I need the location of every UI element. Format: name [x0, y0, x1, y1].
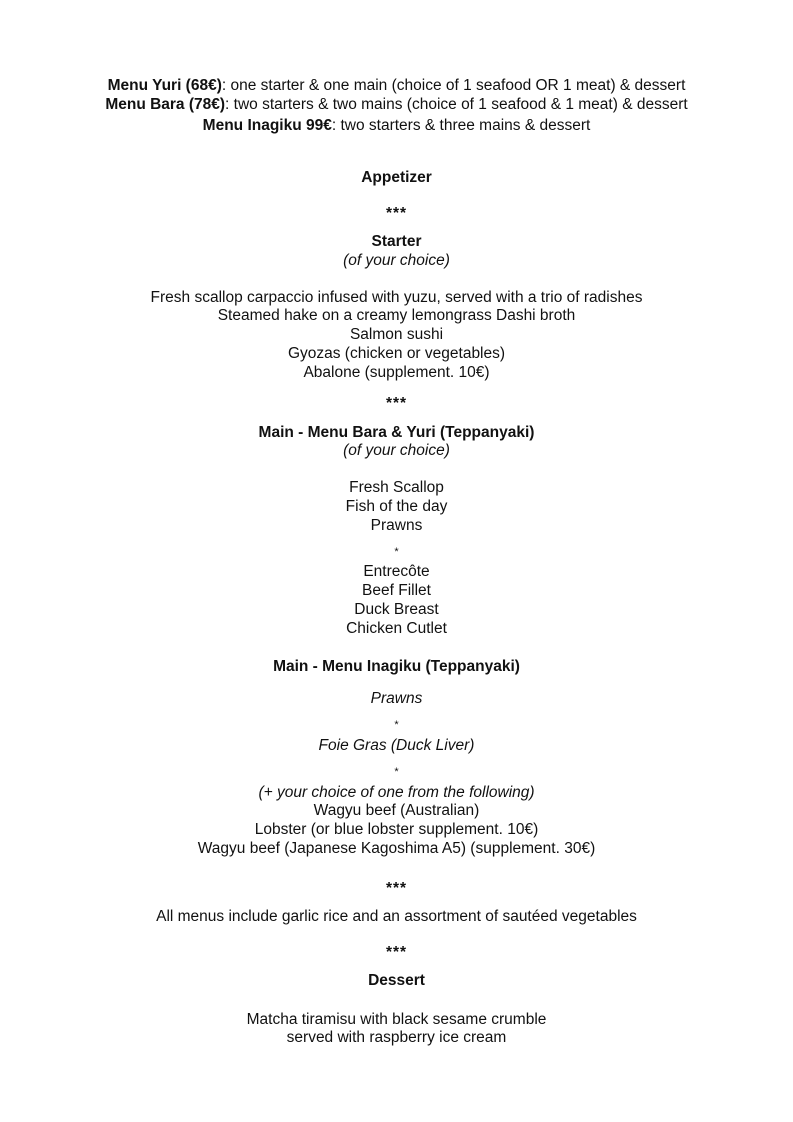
main-bara-yuri-heading: Main - Menu Bara & Yuri (Teppanyaki) — [258, 424, 535, 441]
separator-4: *** — [385, 944, 408, 961]
seafood-item: Fish of the day — [345, 498, 448, 515]
main-inagiku-heading: Main - Menu Inagiku (Teppanyaki) — [273, 658, 520, 675]
inagiku-choice: Wagyu beef (Japanese Kagoshima A5) (supplement. 30€) — [197, 840, 596, 857]
separator-2: *** — [385, 395, 408, 412]
menu-inagiku-line — [0, 117, 793, 136]
starter-item: Fresh scallop carpaccio infused with yuzu, served with a trio of radishes — [150, 289, 643, 306]
meat-item: Entrecôte — [363, 563, 430, 580]
small-separator-3: * — [394, 766, 399, 778]
menu-bara-desc: : two starters & two mains (choice of 1 seafood & 1 meat) & dessert — [225, 96, 688, 113]
starter-item: Salmon sushi — [349, 326, 444, 343]
inagiku-choice-note: (+ your choice of one from the following) — [258, 784, 535, 801]
menu-yuri-desc: : one starter & one main (choice of 1 seafood OR 1 meat) & dessert — [221, 77, 686, 94]
menu-inagiku-name: Menu Inagiku 99€ — [202, 117, 332, 134]
meat-item: Beef Fillet — [362, 582, 431, 599]
inagiku-first: Prawns — [370, 690, 423, 707]
appetizer-heading: Appetizer — [361, 169, 432, 186]
includes-note: All menus include garlic rice and an assortment of sautéed vegetables — [156, 908, 637, 925]
small-separator-2: * — [394, 719, 399, 731]
dessert-heading: Dessert — [368, 972, 425, 989]
menu-bara-name: Menu Bara (78€) — [105, 96, 226, 113]
inagiku-second: Foie Gras (Duck Liver) — [318, 737, 475, 754]
starter-item: Abalone (supplement. 10€) — [303, 364, 490, 381]
separator-3: *** — [385, 880, 408, 897]
dessert-line: served with raspberry ice cream — [286, 1029, 507, 1046]
dessert-line: Matcha tiramisu with black sesame crumble — [246, 1011, 547, 1028]
seafood-item: Prawns — [370, 517, 423, 534]
meat-item: Chicken Cutlet — [346, 620, 447, 637]
menu-yuri-line — [0, 77, 793, 96]
menu-bara-line — [0, 96, 793, 115]
starter-item: Gyozas (chicken or vegetables) — [287, 345, 506, 362]
menu-inagiku-desc: : two starters & three mains & dessert — [331, 117, 591, 134]
inagiku-choice: Wagyu beef (Australian) — [313, 802, 480, 819]
separator-1: *** — [385, 205, 408, 222]
menu-yuri-name: Menu Yuri (68€) — [107, 77, 222, 94]
starter-heading: Starter — [371, 233, 422, 250]
seafood-item: Fresh Scallop — [349, 479, 444, 496]
small-separator-1: * — [394, 546, 399, 558]
inagiku-choice: Lobster (or blue lobster supplement. 10€) — [254, 821, 539, 838]
main-bara-yuri-note: (of your choice) — [343, 442, 450, 459]
meat-item: Duck Breast — [354, 601, 439, 618]
starter-item: Steamed hake on a creamy lemongrass Dashi broth — [217, 307, 576, 324]
starter-note: (of your choice) — [343, 252, 450, 269]
